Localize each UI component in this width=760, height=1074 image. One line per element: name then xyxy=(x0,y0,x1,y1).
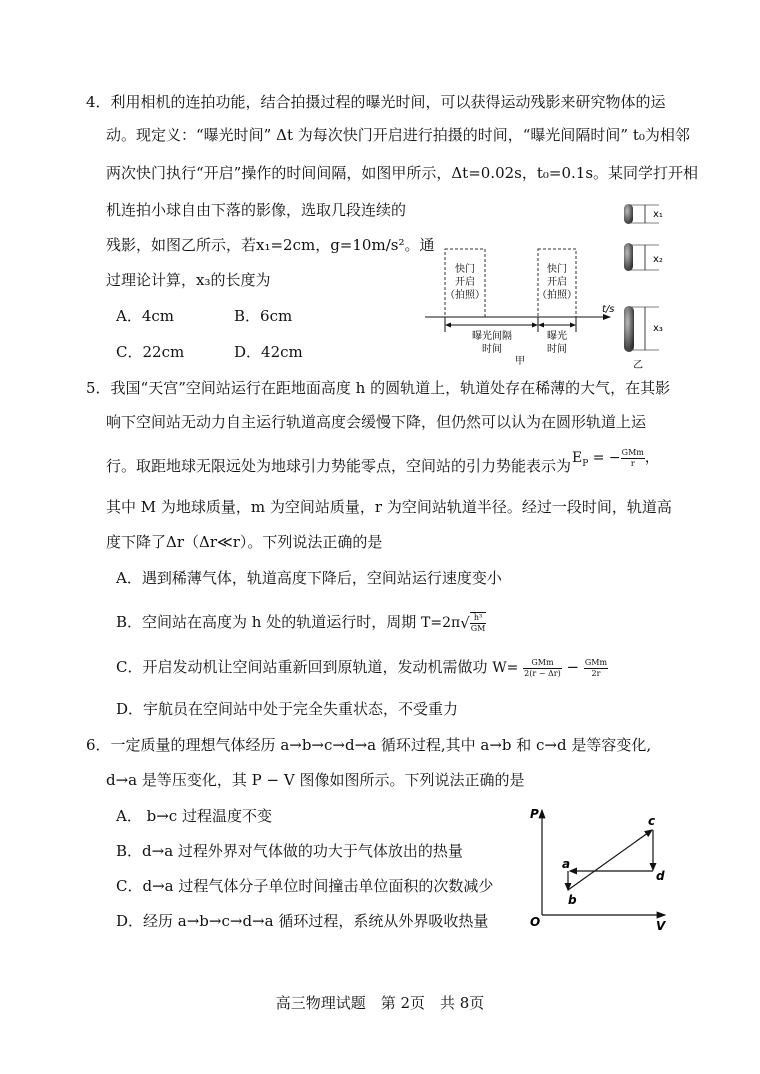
q4-line-3: 两次快门执行“开启”操作的时间间隔，如图甲所示，Δt=0.02s，t₀=0.1s。某同学打开相 xyxy=(106,164,699,182)
jia-box2-line2: 开启 xyxy=(547,277,567,288)
pv-point-d: d xyxy=(656,869,665,883)
q5-option-b-frac xyxy=(470,612,487,634)
pv-point-c: c xyxy=(648,814,656,828)
q5-line-5: 度下降了Δr（Δr≪r）。下列说法正确的是 xyxy=(106,533,383,551)
q5-ep-num: GMm xyxy=(621,447,644,457)
q5-option-b[interactable] xyxy=(116,612,486,634)
q6-line-2: d→a 是等压变化，其 P − V 图像如图所示。下列说法正确的是 xyxy=(106,771,525,789)
q5-option-c-frac2 xyxy=(584,658,608,679)
q5-option-b-text: B．空间站在高度为 h 处的轨道运行时，周期 xyxy=(116,613,417,631)
q5-ep-den: r xyxy=(630,458,635,468)
q5-option-b-formula: T=2π xyxy=(421,615,461,631)
jia-exposure-line1: 曝光 xyxy=(547,331,567,342)
jia-exposure-line2: 时间 xyxy=(547,344,567,355)
jia-interval-line1: 曝光间隔 xyxy=(472,331,512,342)
jia-caption: 甲 xyxy=(515,356,525,367)
q5-line-1: 5．我国“天宫”空间站运行在距地面高度 h 的圆轨道上，轨道处存在稀薄的大气，在其影 xyxy=(86,379,671,397)
q5-option-b-num: h³ xyxy=(470,613,487,624)
q5-line-4: 其中 M 为地球质量，m 为空间站质量，r 为空间站轨道半径。经过一段时间，轨道高 xyxy=(106,498,672,516)
q6-option-b[interactable]: B．d→a 过程外界对气体做的功大于气体放出的热量 xyxy=(116,842,463,860)
yi-label-x1: x₁ xyxy=(653,209,663,220)
yi-label-x2: x₂ xyxy=(653,254,663,265)
q4-figure-jia xyxy=(420,240,620,370)
pv-x-label: V xyxy=(656,919,666,933)
q6-line-1: 6．一定质量的理想气体经历 a→b→c→d→a 循环过程,其中 a→b 和 c→d 是等容变化, xyxy=(86,736,652,754)
q6-option-c[interactable]: C．d→a 过程气体分子单位时间撞击单位面积的次数减少 xyxy=(116,877,494,895)
yi-caption: 乙 xyxy=(633,360,643,370)
q4-figure-yi xyxy=(615,198,675,370)
q6-pv-graph xyxy=(522,800,672,934)
q5-option-a[interactable]: A．遇到稀薄气体，轨道高度下降后，空间站运行速度变小 xyxy=(116,569,502,587)
jia-axis-label: t/s xyxy=(602,304,615,315)
q5-ep-symbol: E xyxy=(572,450,583,466)
q5-ep-tail: ， xyxy=(644,450,659,466)
jia-box1-line3: （拍照） xyxy=(445,290,485,301)
q5-option-c-den2: 2r xyxy=(591,668,601,678)
jia-box1-line2: 开启 xyxy=(455,277,475,288)
q5-line-2: 响下空间站无动力自主运行轨道高度会缓慢下降，但仍然可以认为在圆形轨道上运 xyxy=(106,413,647,431)
q4-line-1: 4．利用相机的连拍功能，结合拍摄过程的曝光时间，可以获得运动残影来研究物体的运 xyxy=(86,93,666,111)
q5-option-c-w: W= xyxy=(492,660,519,676)
q5-option-d[interactable]: D．宇航员在空间站中处于完全失重状态，不受重力 xyxy=(116,700,459,718)
sqrt-icon: √ xyxy=(460,614,470,632)
q5-option-c-num1: GMm xyxy=(523,658,562,669)
q5-ep-formula xyxy=(572,447,659,469)
yi-label-x3: x₃ xyxy=(653,323,663,334)
q5-ep-sub: P xyxy=(582,458,589,469)
q5-option-c-text: C．开启发动机让空间站重新回到原轨道，发动机需做功 xyxy=(116,658,488,676)
q4-line-5: 残影，如图乙所示，若x₁=2cm，g=10m/s²。通 xyxy=(106,236,435,254)
q5-option-c-minus: − xyxy=(566,658,580,676)
pv-point-a: a xyxy=(562,857,571,871)
q5-option-c-den1: 2(r − Δr) xyxy=(524,668,561,678)
q5-option-c[interactable] xyxy=(116,657,608,679)
q5-option-b-den: GM xyxy=(470,624,486,633)
q4-option-d[interactable]: D．42cm xyxy=(234,343,303,361)
q4-option-b[interactable]: B．6cm xyxy=(234,307,293,325)
q5-line-3: 行。取距地球无限远处为地球引力势能零点，空间站的引力势能表示为 xyxy=(106,457,572,475)
jia-interval-line2: 时间 xyxy=(482,344,502,355)
page-footer: 高三物理试题 第 2页 共 8页 xyxy=(275,994,485,1012)
q5-option-c-frac1 xyxy=(523,658,562,679)
q5-ep-eq: = − xyxy=(588,450,621,466)
q6-option-a[interactable]: A． b→c 过程温度不变 xyxy=(116,807,272,825)
jia-box1-line1: 快门 xyxy=(455,264,475,275)
q4-line-4: 机连拍小球自由下落的影像，选取几段连续的 xyxy=(106,201,407,219)
jia-box2-line3: （拍照） xyxy=(537,290,577,301)
q4-line-2: 动。现定义：“曝光时间” Δt 为每次快门开启进行拍摄的时间，“曝光间隔时间” t₀为相邻 xyxy=(106,126,690,144)
jia-box2-line1: 快门 xyxy=(547,264,567,275)
q4-option-a[interactable]: A．4cm xyxy=(116,307,175,325)
pv-origin-label: O xyxy=(530,915,541,929)
q6-option-d[interactable]: D．经历 a→b→c→d→a 循环过程，系统从外界吸收热量 xyxy=(116,912,489,930)
q5-option-c-num2: GMm xyxy=(584,657,608,667)
pv-y-label: P xyxy=(530,807,539,821)
q4-line-6: 过理论计算，x₃的长度为 xyxy=(106,271,271,289)
q4-option-c[interactable]: C．22cm xyxy=(116,343,185,361)
pv-point-b: b xyxy=(568,893,577,907)
